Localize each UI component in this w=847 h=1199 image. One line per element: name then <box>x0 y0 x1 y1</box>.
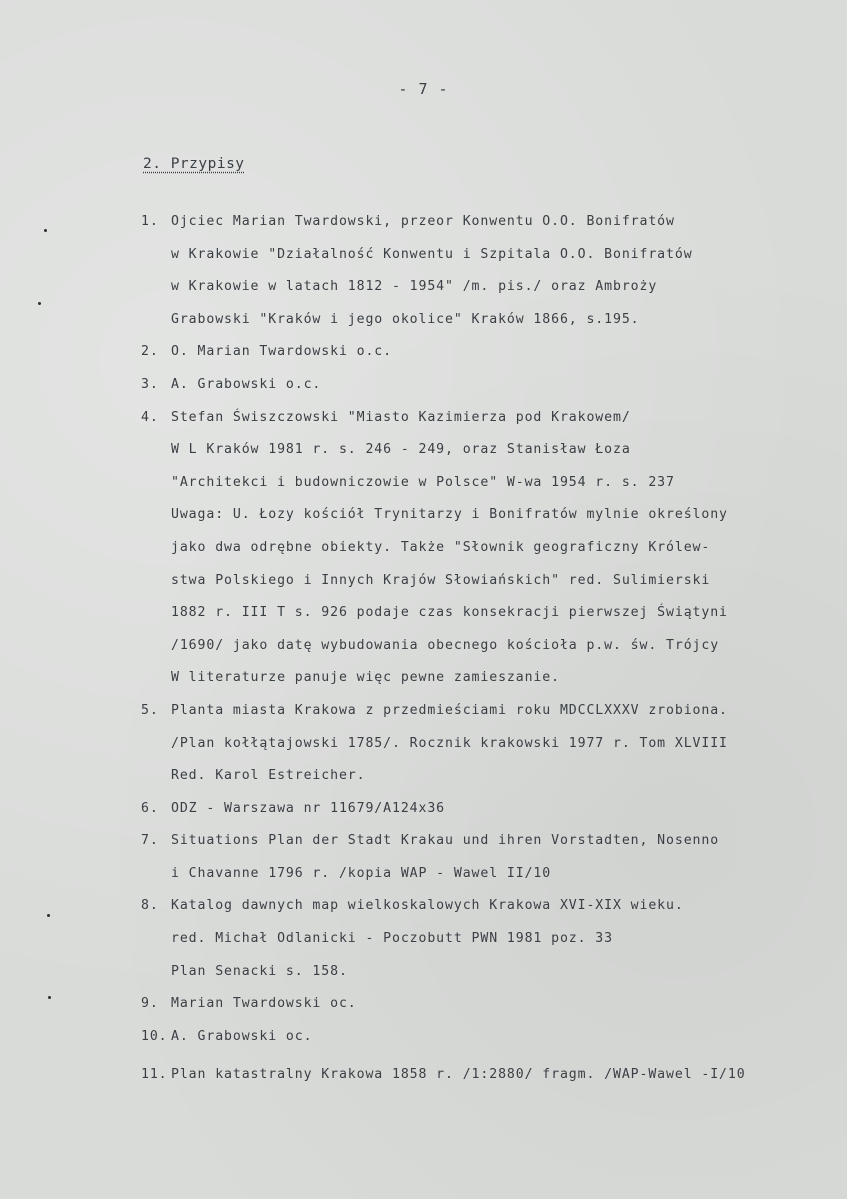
footnote-number: 6. <box>141 800 159 816</box>
footnote-number: 11. <box>141 1067 168 1083</box>
footnote-item <box>141 1059 831 1092</box>
footnote-line: Stefan Świszczowski "Miasto Kazimierza pod Krakowem/ <box>171 409 631 425</box>
footnote-item <box>141 793 831 826</box>
footnote-line: ODZ - Warszawa nr 11679/A124x36 <box>171 800 446 816</box>
footnote-line: 1882 r. III T s. 926 podaje czas konsekracji pierwszej Świątyni <box>171 605 728 621</box>
page-number: - 7 - <box>398 80 449 98</box>
footnote-line: Grabowski "Kraków i jego okolice" Kraków 1866, s.195. <box>171 311 640 327</box>
margin-dot <box>47 914 50 917</box>
footnote-item <box>141 336 831 369</box>
footnote-line: w Krakowie "Działalność Konwentu i Szpitala O.O. Bonifratów <box>171 246 693 262</box>
footnote-line: jako dwa odrębne obiekty. Także "Słownik geograficzny Królew- <box>171 539 711 555</box>
footnote-line: w Krakowie w latach 1812 - 1954" /m. pis./ oraz Ambroży <box>171 279 658 295</box>
footnote-item <box>141 825 831 890</box>
footnote-line: Uwaga: U. Łozy kościół Trynitarzy i Bonifratów mylnie określony <box>171 507 728 523</box>
footnote-line: Plan Senacki s. 158. <box>171 963 348 979</box>
footnote-number: 4. <box>141 409 159 425</box>
footnote-item <box>141 369 831 402</box>
footnote-number: 2. <box>141 344 159 360</box>
footnote-line: W literaturze panuje więc pewne zamieszanie. <box>171 670 560 686</box>
footnote-line: A. Grabowski o.c. <box>171 376 322 392</box>
footnote-line: /Plan kołłątajowski 1785/. Rocznik krakowski 1977 r. Tom XLVIII <box>171 735 728 751</box>
footnote-line: O. Marian Twardowski o.c. <box>171 344 392 360</box>
margin-dot <box>38 302 41 305</box>
footnote-item <box>141 890 831 988</box>
margin-dot <box>44 229 47 232</box>
footnote-line: Planta miasta Krakowa z przedmieściami roku MDCCLXXXV zrobiona. <box>171 702 728 718</box>
footnote-line: Ojciec Marian Twardowski, przeor Konwentu O.O. Bonifratów <box>171 214 675 229</box>
footnote-item <box>141 402 831 695</box>
footnote-line: "Architekci i budowniczowie w Polsce" W-wa 1954 r. s. 237 <box>171 474 675 490</box>
footnote-number: 5. <box>141 702 159 718</box>
footnote-line: Red. Karol Estreicher. <box>171 768 366 784</box>
footnote-line: W L Kraków 1981 r. s. 246 - 249, oraz Stanisław Łoza <box>171 442 631 458</box>
footnote-item <box>141 1021 831 1054</box>
footnote-line: stwa Polskiego i Innych Krajów Słowiańskich" red. Sulimierski <box>171 572 711 588</box>
footnote-line: Katalog dawnych map wielkoskalowych Krakowa XVI-XIX wieku. <box>171 898 684 914</box>
footnote-line: /1690/ jako datę wybudowania obecnego kościoła p.w. św. Trójcy <box>171 637 720 653</box>
footnotes-list <box>141 206 831 1092</box>
footnote-line: red. Michał Odlanicki - Poczobutt PWN 1981 poz. 33 <box>171 931 613 947</box>
footnote-line: Situations Plan der Stadt Krakau und ihren Vorstadten, Nosenno <box>171 833 720 849</box>
section-title: 2. Przypisy <box>143 156 245 172</box>
footnote-item <box>141 988 831 1021</box>
footnote-number: 10. <box>141 1028 168 1044</box>
footnote-line: Plan katastralny Krakowa 1858 r. /1:2880/ fragm. /WAP-Wawel -I/10 <box>171 1067 746 1083</box>
footnote-line: A. Grabowski oc. <box>171 1028 313 1044</box>
footnote-line: i Chavanne 1796 r. /kopia WAP - Wawel II/10 <box>171 865 552 881</box>
margin-dot <box>48 996 51 999</box>
footnote-number: 9. <box>141 996 159 1012</box>
footnote-number: 3. <box>141 376 159 392</box>
footnote-item <box>141 206 831 336</box>
footnote-item <box>141 695 831 793</box>
footnote-number: 8. <box>141 898 159 914</box>
footnote-line: Marian Twardowski oc. <box>171 996 357 1012</box>
footnote-number: 1. <box>141 214 159 229</box>
footnote-number: 7. <box>141 833 159 849</box>
